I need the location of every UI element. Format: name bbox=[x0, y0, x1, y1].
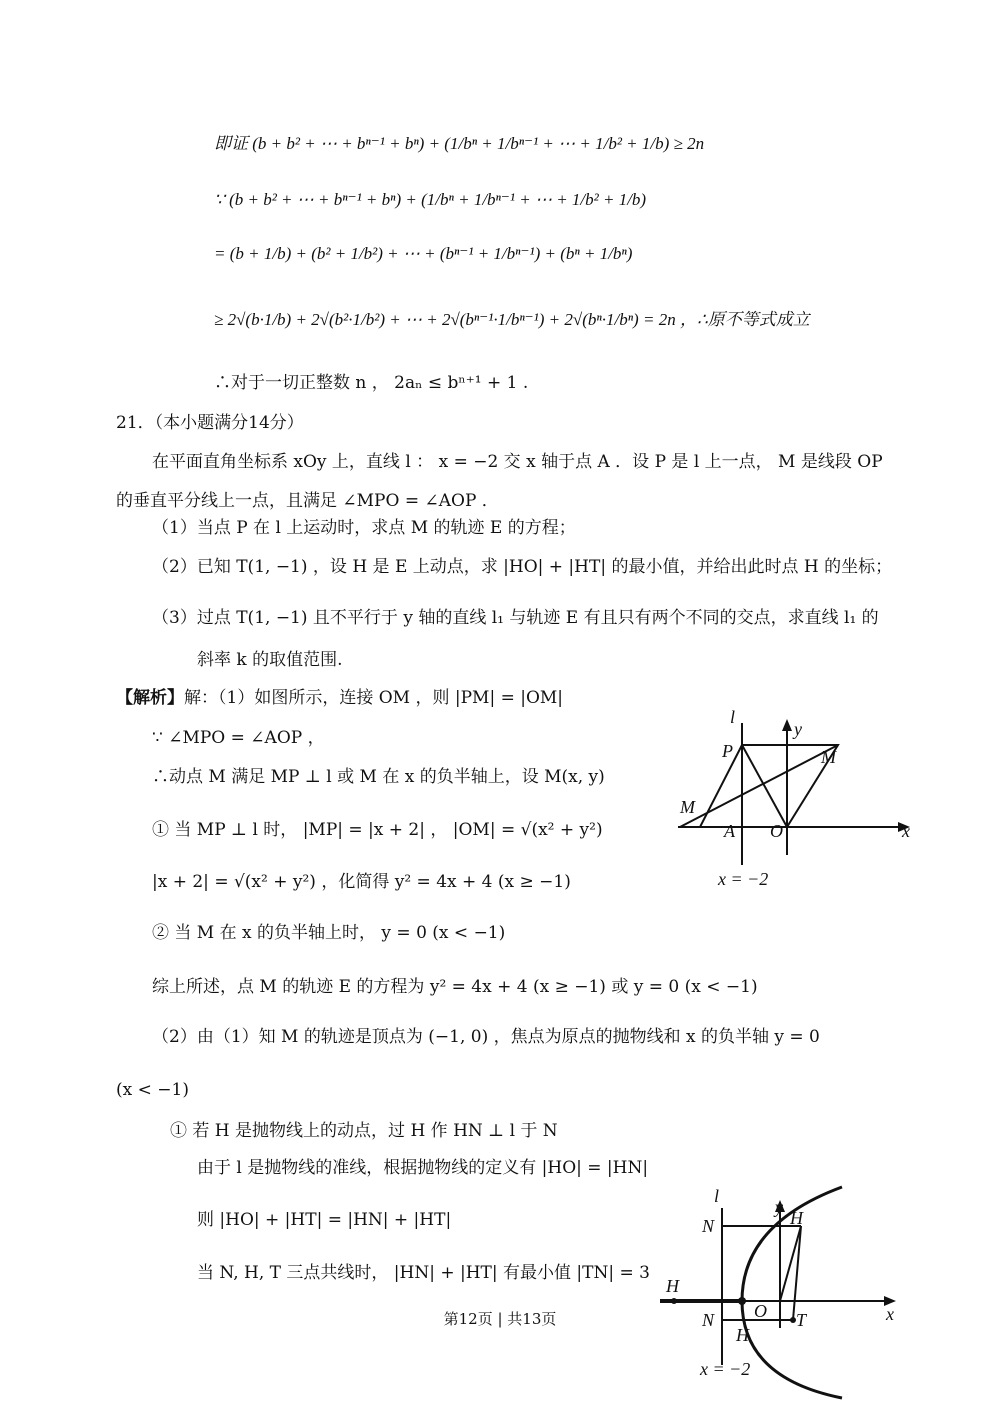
question-3b: 斜率 k 的取值范围. bbox=[197, 650, 343, 670]
solution-line-4: ① 当 MP ⊥ l 时， |MP| = |x + 2| ， |OM| = √(x² + y²) bbox=[152, 820, 603, 840]
label-O: O bbox=[754, 1301, 767, 1321]
point-vertex bbox=[738, 1297, 746, 1305]
problem-header: 21．（本小题满分14分） bbox=[116, 413, 304, 433]
solution-line-11: 由于 l 是抛物线的准线，根据抛物线的定义有 |HO| = |HN| bbox=[197, 1158, 649, 1178]
label-O: O bbox=[770, 821, 783, 841]
question-2: （2）已知 T(1, −1) ，设 H 是 E 上动点，求 |HO| + |HT| 的最小值，并给出此时点 H 的坐标； bbox=[152, 557, 893, 577]
figure-1-locus-diagram bbox=[670, 705, 930, 900]
solution-line-7: 综上所述，点 M 的轨迹 E 的方程为 y² = 4x + 4 (x ≥ −1) 或 y = 0 (x < −1) bbox=[152, 977, 758, 997]
label-l: l bbox=[730, 707, 736, 727]
label-y: y bbox=[775, 1197, 783, 1217]
solution-step-1: 解：（1）如图所示，连接 OM ，则 |PM| = |OM| bbox=[184, 688, 564, 708]
y-axis-arrow bbox=[782, 719, 792, 731]
label-H-left: H bbox=[666, 1276, 679, 1296]
problem-stem-1: 在平面直角坐标系 xOy 上，直线 l ： x = −2 交 x 轴于点 A ．设 P 是 l 上一点， M 是线段 OP bbox=[152, 452, 883, 472]
figure-2-parabola-diagram bbox=[656, 1180, 916, 1412]
question-1: （1）当点 P 在 l 上运动时，求点 M 的轨迹 E 的方程； bbox=[152, 518, 576, 538]
solution-line-9: (x < −1) bbox=[116, 1080, 189, 1100]
solution-line-13: 当 N, H, T 三点共线时， |HN| + |HT| 有最小值 |TN| = 3 bbox=[197, 1263, 650, 1283]
label-l: l bbox=[714, 1186, 720, 1206]
label-H-bottom: H bbox=[736, 1325, 749, 1345]
solution-line-3: ∴动点 M 满足 MP ⊥ l 或 M 在 x 的负半轴上，设 M(x, y) bbox=[152, 767, 605, 787]
label-y: y bbox=[794, 719, 802, 739]
proof-line-3: = (b + 1/b) + (b² + 1/b²) + ⋯ + (bⁿ⁻¹ + 1/bⁿ⁻¹) + (bⁿ + 1/bⁿ) bbox=[214, 244, 633, 263]
proof-line-2: ∵ (b + b² + ⋯ + bⁿ⁻¹ + bⁿ) + (1/bⁿ + 1/bⁿ⁻¹ + ⋯ + 1/b² + 1/b) bbox=[214, 190, 647, 209]
label-P: P bbox=[722, 741, 733, 761]
proof-line-1: 即证 (b + b² + ⋯ + bⁿ⁻¹ + bⁿ) + (1/bⁿ + 1/bⁿ⁻¹ + ⋯ + 1/b² + 1/b) ≥ 2n bbox=[214, 134, 705, 153]
point-H-left bbox=[671, 1298, 677, 1304]
proof-line-5: ∴对于一切正整数 n ， 2aₙ ≤ bⁿ⁺¹ + 1 . bbox=[214, 373, 529, 393]
label-M-left: M bbox=[680, 797, 695, 817]
solution-line-12: 则 |HO| + |HT| = |HN| + |HT| bbox=[197, 1210, 452, 1230]
label-N-bottom: N bbox=[702, 1310, 715, 1330]
label-H-top: H bbox=[790, 1208, 803, 1228]
segment-PM bbox=[700, 745, 838, 827]
solution-label: 【解析】 bbox=[116, 688, 184, 708]
label-A: A bbox=[724, 821, 735, 841]
solution-line-6: ② 当 M 在 x 的负半轴上时， y = 0 (x < −1) bbox=[152, 923, 506, 943]
question-3a: （3）过点 T(1, −1) 且不平行于 y 轴的直线 l₁ 与轨迹 E 有且只有两个不同的交点，求直线 l₁ 的 bbox=[152, 608, 879, 628]
label-M-right: M bbox=[821, 747, 836, 767]
label-x: x bbox=[902, 821, 910, 841]
label-T: T bbox=[796, 1310, 807, 1330]
proof-line-4: ≥ 2√(b·1/b) + 2√(b²·1/b²) + ⋯ + 2√(bⁿ⁻¹·1/bⁿ⁻¹) + 2√(bⁿ·1/bⁿ) = 2n ，∴原不等式成立 bbox=[214, 310, 810, 329]
label-N-top: N bbox=[702, 1216, 715, 1236]
solution-line-10: ① 若 H 是抛物线上的动点，过 H 作 HN ⊥ l 于 N bbox=[170, 1121, 558, 1141]
segment-OM bbox=[680, 745, 838, 827]
problem-stem-2: 的垂直平分线上一点，且满足 ∠MPO = ∠AOP ． bbox=[116, 491, 499, 511]
label-directrix: x = −2 bbox=[718, 869, 769, 889]
label-directrix: x = −2 bbox=[700, 1359, 751, 1379]
page-footer: 第12页 | 共13页 bbox=[443, 1310, 557, 1328]
segment-PO bbox=[742, 745, 787, 827]
solution-line-2: ∵ ∠MPO = ∠AOP ， bbox=[152, 728, 325, 748]
solution-line-5: |x + 2| = √(x² + y²) ，化简得 y² = 4x + 4 (x ≥ −1) bbox=[152, 872, 571, 892]
label-x: x bbox=[886, 1304, 894, 1324]
solution-line-8: （2）由（1）知 M 的轨迹是顶点为 (−1, 0) ，焦点为原点的抛物线和 x 的负半轴 y = 0 bbox=[152, 1027, 820, 1047]
solution-line-1 bbox=[116, 688, 563, 708]
